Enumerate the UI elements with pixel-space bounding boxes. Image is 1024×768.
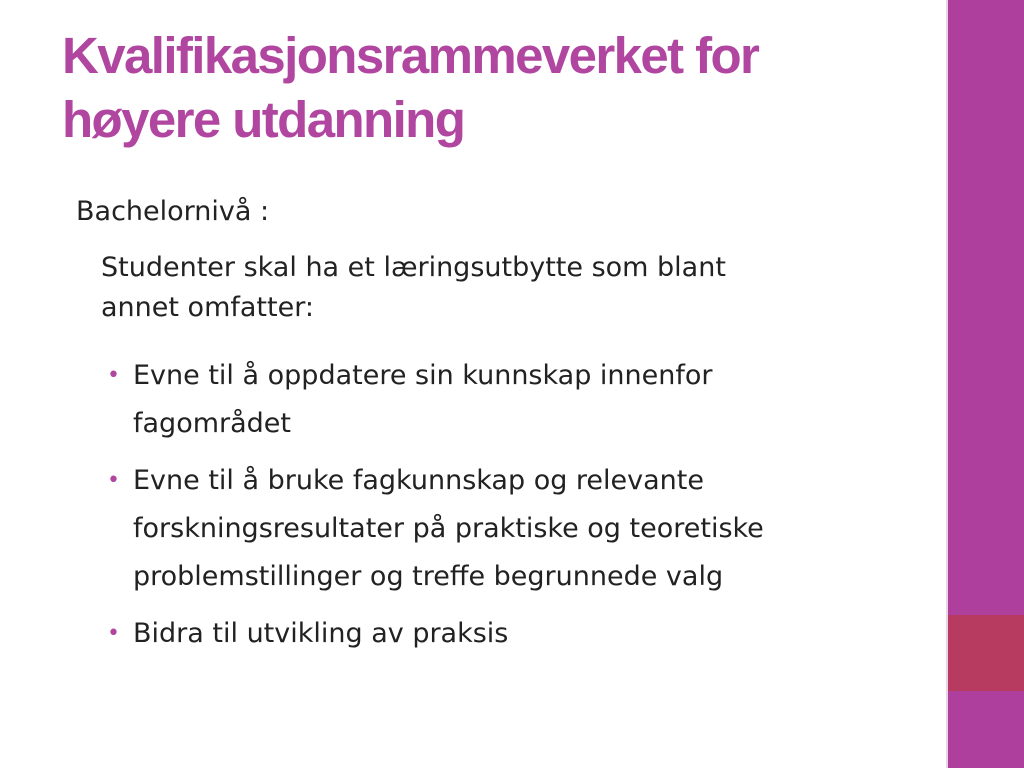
bullet-item-apply-knowledge [101,457,931,601]
sidebar-decoration-top [948,0,1024,615]
bullet-text-line: Evne til å oppdatere sin kunnskap innenfor [133,360,713,391]
bullet-item-practice-development [101,610,931,658]
bullet-icon: • [107,468,120,493]
slide-title-line-2: høyere utdanning [62,91,465,148]
bullet-text-line: forskningsresultater på praktiske og teoretiske [133,513,764,544]
sidebar-decoration-accent [948,615,1024,691]
sidebar-decoration-bottom [948,691,1024,768]
bullet-text-line: Bidra til utvikling av praksis [133,618,509,649]
slide-title-line-1: Kvalifikasjonsrammeverket for [62,27,759,84]
intro-line-1: Studenter skal ha et læringsutbytte som blant [101,252,726,283]
bullet-item-update-knowledge [101,352,931,448]
intro-line-2: annet omfatter: [101,292,314,323]
intro-text [101,248,901,328]
bullet-text-line: problemstillinger og treffe begrunnede valg [133,561,724,592]
level-label: Bachelornivå : [76,196,270,227]
slide-title [62,24,932,152]
bullet-icon: • [107,363,120,388]
bullet-icon: • [107,621,120,646]
bullet-text-line: fagområdet [133,408,291,439]
bullet-list [101,352,931,667]
bullet-text-line: Evne til å bruke fagkunnskap og relevante [133,465,704,496]
